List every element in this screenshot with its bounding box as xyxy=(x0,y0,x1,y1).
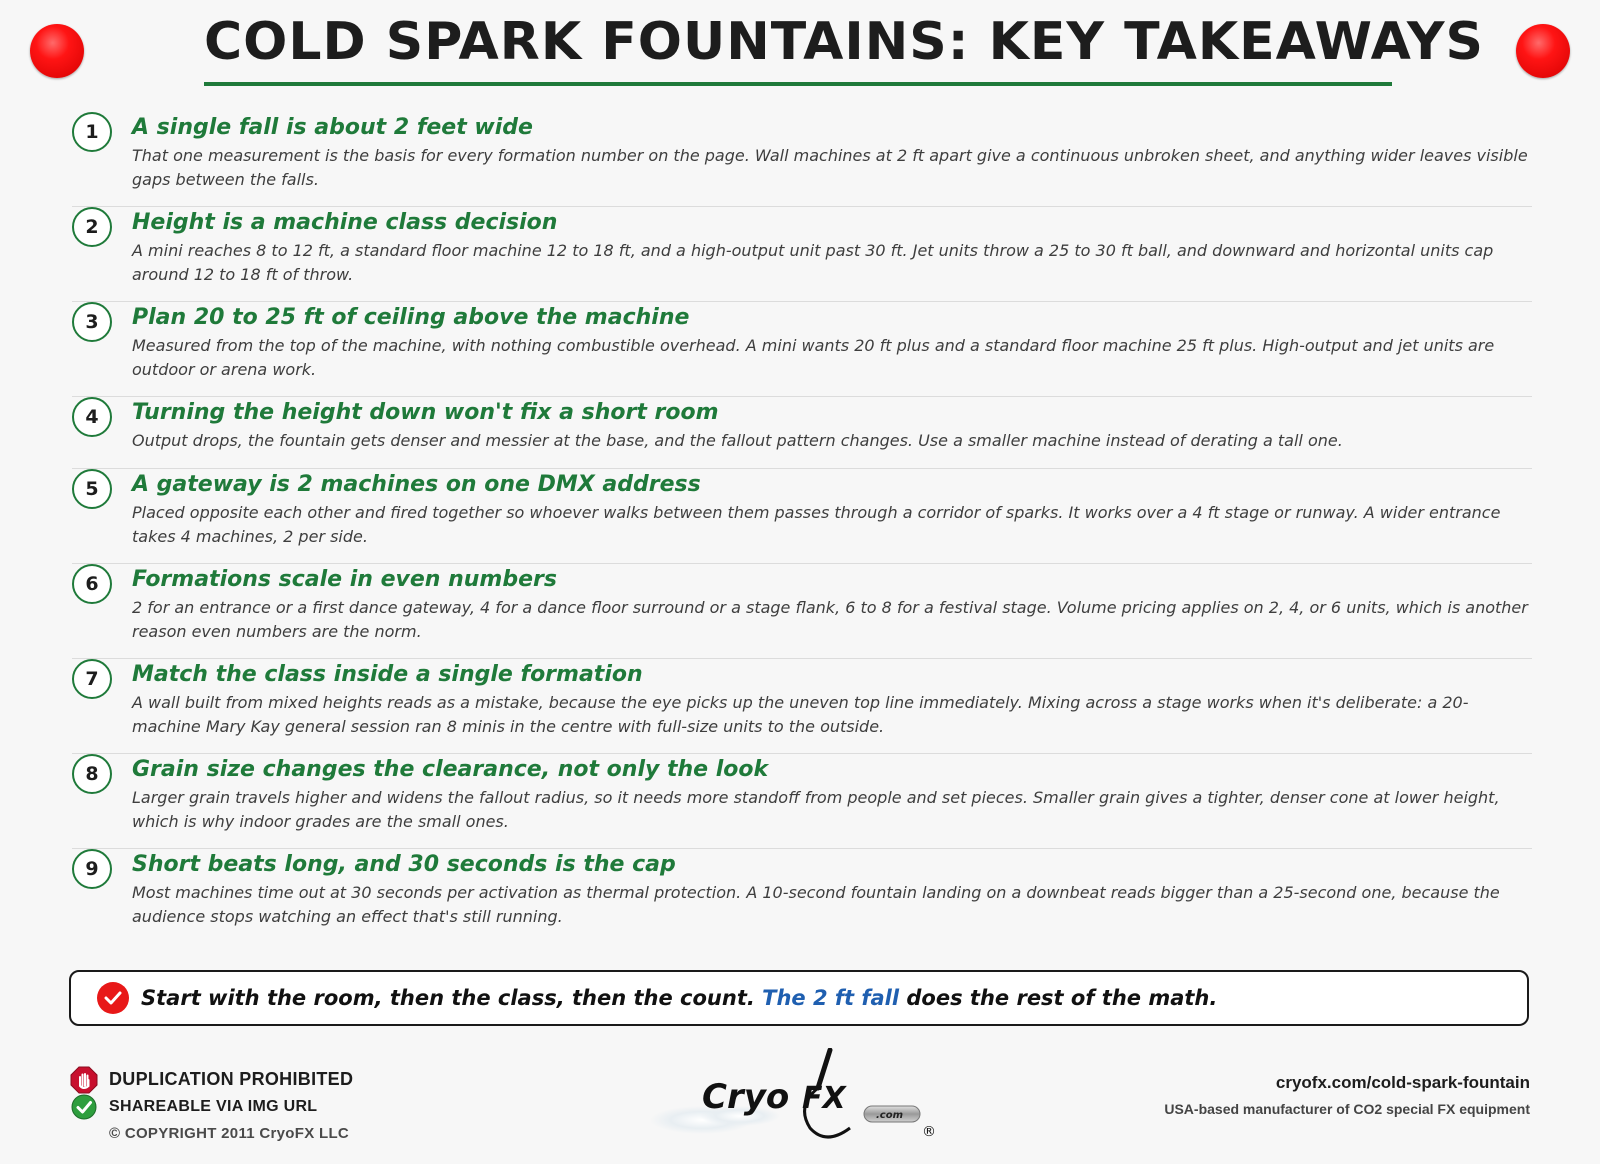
stop-hand-icon xyxy=(70,1066,98,1094)
takeaway-item xyxy=(72,849,1532,943)
logo-text-fx: FX xyxy=(802,1081,846,1116)
item-text: That one measurement is the basis for every formation number on the page. Wall machines at 2 ft apart give a continuous unbroken sheet, and anything wider leaves visible gaps between the falls. xyxy=(132,146,1528,189)
logo-text-com: .com xyxy=(876,1110,904,1121)
takeaway-item xyxy=(72,207,1532,302)
footer-info xyxy=(1164,1070,1530,1122)
title-block xyxy=(204,8,1484,86)
copyright-label: © COPYRIGHT 2011 CryoFX LLC xyxy=(109,1125,350,1142)
page-title: COLD SPARK FOUNTAINS: KEY TAKEAWAYS xyxy=(204,12,1484,72)
item-number-badge: 9 xyxy=(72,849,112,889)
item-heading: A single fall is about 2 feet wide xyxy=(132,115,533,140)
shareable-notice xyxy=(70,1093,353,1120)
takeaway-item xyxy=(72,469,1532,564)
item-heading: Plan 20 to 25 ft of ceiling above the machine xyxy=(132,305,690,330)
item-number-badge: 2 xyxy=(72,207,112,247)
title-underline xyxy=(204,82,1392,86)
item-text: A wall built from mixed heights reads as a mistake, because the eye picks up the uneven top line immediately. Mixing across a stage works when it's deliberate: a 20-machine Mary Kay general session ran 8 minis in the centre with full-size units to the outside. xyxy=(132,693,1469,736)
item-body xyxy=(132,112,1532,192)
item-body xyxy=(132,302,1532,382)
item-text: Placed opposite each other and fired together so whoever walks between them passes through a corridor of sparks. It works over a 4 ft stage or runway. A wider entrance takes 4 machines, 2 per side. xyxy=(132,503,1501,546)
item-number-badge: 8 xyxy=(72,754,112,794)
item-number-badge: 7 xyxy=(72,659,112,699)
item-body xyxy=(132,564,1532,644)
callout-text-end: does the rest of the math. xyxy=(899,986,1218,1010)
copyright-notice xyxy=(70,1120,353,1147)
item-body xyxy=(132,659,1532,739)
takeaway-item xyxy=(72,302,1532,397)
takeaway-item xyxy=(72,397,1532,469)
red-dot-left-decoration xyxy=(30,24,84,78)
takeaway-item xyxy=(72,564,1532,659)
footer-notices xyxy=(70,1066,353,1147)
site-url: cryofx.com/cold-spark-fountain xyxy=(1275,1073,1530,1092)
item-heading: Short beats long, and 30 seconds is the cap xyxy=(132,852,676,877)
item-heading: Formations scale in even numbers xyxy=(132,567,557,592)
item-body xyxy=(132,397,1532,453)
takeaways-list xyxy=(72,112,1532,943)
takeaway-item xyxy=(72,659,1532,754)
item-body xyxy=(132,207,1532,287)
logo-registered-mark: ® xyxy=(922,1124,936,1140)
item-number-badge: 1 xyxy=(72,112,112,152)
item-body xyxy=(132,469,1532,549)
item-body xyxy=(132,849,1532,929)
shareable-label: SHAREABLE VIA IMG URL xyxy=(109,1097,318,1115)
item-text: 2 for an entrance or a first dance gateway, 4 for a dance floor surround or a stage flank, 6 to 8 for a festival stage. Volume pricing applies on 2, 4, or 6 units, which is another reason even numbers are the norm. xyxy=(132,598,1528,641)
company-tagline: USA-based manufacturer of CO2 special FX equipment xyxy=(1164,1101,1530,1117)
red-dot-right-decoration xyxy=(1516,24,1570,78)
item-text: Output drops, the fountain gets denser and messier at the base, and the fallout pattern changes. Use a smaller machine instead of derating a tall one. xyxy=(132,431,1343,450)
item-number-badge: 5 xyxy=(72,469,112,509)
check-icon xyxy=(97,982,129,1014)
item-text: Larger grain travels higher and widens the fallout radius, so it needs more standoff from people and set pieces. Smaller grain gives a tighter, denser cone at lower height, which is why indoor grades are the small ones. xyxy=(132,788,1500,831)
item-heading: Grain size changes the clearance, not only the look xyxy=(132,757,769,782)
item-number-badge: 3 xyxy=(72,302,112,342)
callout-text-start: Start with the room, then the class, then the count. xyxy=(141,986,763,1010)
logo-text-cryo: Cryo xyxy=(702,1077,790,1117)
takeaway-item xyxy=(72,754,1532,849)
check-circle-icon xyxy=(70,1093,98,1121)
summary-callout xyxy=(69,970,1529,1026)
item-text: A mini reaches 8 to 12 ft, a standard floor machine 12 to 18 ft, and a high-output unit past 30 ft. Jet units throw a 25 to 30 ft ball, and downward and horizontal units cap around 12 to 18 ft of throw. xyxy=(132,241,1494,284)
item-heading: Turning the height down won't fix a short room xyxy=(132,400,719,425)
item-number-badge: 6 xyxy=(72,564,112,604)
item-text: Measured from the top of the machine, with nothing combustible overhead. A mini wants 20 ft plus and a standard floor machine 25 ft plus. High-output and jet units are outdoor or arena work. xyxy=(132,336,1495,379)
item-text: Most machines time out at 30 seconds per activation as thermal protection. A 10-second fountain landing on a downbeat reads bigger than a 25-second one, because the audience stops watching an effect that's still running. xyxy=(132,883,1500,926)
callout-text xyxy=(141,986,1217,1010)
item-body xyxy=(132,754,1532,834)
item-heading: Height is a machine class decision xyxy=(132,210,558,235)
duplication-notice xyxy=(70,1066,353,1093)
duplication-label: DUPLICATION PROHIBITED xyxy=(109,1069,354,1089)
item-number-badge: 4 xyxy=(72,397,112,437)
callout-highlight: The 2 ft fall xyxy=(762,986,900,1010)
takeaway-item xyxy=(72,112,1532,207)
item-heading: A gateway is 2 machines on one DMX address xyxy=(132,472,701,497)
item-heading: Match the class inside a single formation xyxy=(132,662,643,687)
cryofx-logo xyxy=(650,1048,960,1140)
